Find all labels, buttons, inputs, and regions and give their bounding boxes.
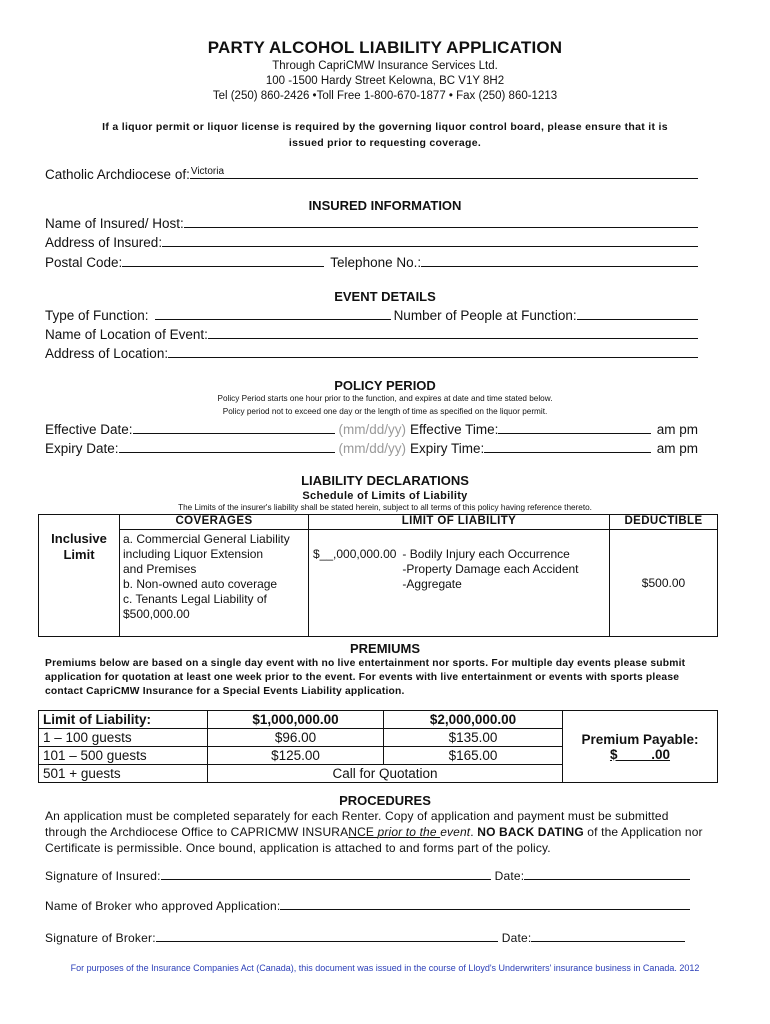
- coverage-line: including Liquor Extension: [123, 547, 264, 561]
- insured-name-field[interactable]: [184, 213, 698, 228]
- liquor-notice-line2: issued prior to requesting coverage.: [288, 137, 482, 149]
- archdiocese-row: [45, 164, 698, 182]
- event-heading: EVENT DETAILS: [334, 289, 436, 304]
- policy-heading: POLICY PERIOD: [334, 378, 436, 393]
- postal-code-field[interactable]: [122, 252, 324, 267]
- policy-note-1: Policy Period starts one hour prior to the function, and expires at date and time stated below.: [217, 394, 553, 403]
- effective-date-hint: (mm/dd/yy): [338, 422, 407, 437]
- telephone-field[interactable]: [421, 252, 698, 267]
- limit-header: LIMIT OF LIABILITY: [309, 515, 610, 530]
- procedures-text: An application must be completed separately for each Renter. Copy of application and payment must be submitted through the Archdiocese Office to CAPRICMW INSURANCE prior to the event. NO BACK DATING of the Application nor Certificate is permissible. Once bound, application is attached to and forms part of the policy.: [45, 809, 703, 855]
- coverage-line: c. Tenants Legal Liability of: [123, 592, 267, 606]
- premium-col-1m: $1,000,000.00: [208, 711, 384, 729]
- premium-col-limit: Limit of Liability:: [39, 711, 208, 729]
- premium-value: $165.00: [384, 747, 563, 765]
- insured-address-label: Address of Insured:: [45, 235, 163, 250]
- location-address-field[interactable]: [168, 343, 698, 358]
- people-count-label: Number of People at Function:: [393, 308, 577, 323]
- broker-signature-row: [45, 929, 685, 945]
- insured-signature-field[interactable]: [161, 867, 491, 880]
- insured-address-field[interactable]: [162, 232, 698, 247]
- broker-name-label: Name of Broker who approved Application:: [45, 899, 281, 913]
- function-type-field[interactable]: [155, 305, 391, 320]
- people-count-field[interactable]: [577, 305, 698, 320]
- expiry-date-field[interactable]: [119, 438, 335, 453]
- expiry-ampm[interactable]: am pm: [656, 441, 698, 456]
- effective-row: [45, 419, 698, 437]
- archdiocese-value: Victoria: [190, 166, 225, 177]
- broker-signature-field[interactable]: [156, 929, 498, 942]
- insurer-address: 100 -1500 Hardy Street Kelowna, BC V1Y 8H2: [265, 75, 505, 87]
- function-row: [45, 305, 698, 323]
- premium-payable-cell: [563, 711, 718, 783]
- deductible-value: $500.00: [610, 530, 718, 637]
- premiums-text: Premiums below are based on a single day event with no live entertainment nor sports. For multiple day events please submit application for quotation at least one week prior to the event. For events with live entertainment or events with sports please contact CapriCMW Insurance for a Special Events Liability application.: [45, 658, 686, 697]
- location-name-label: Name of Location of Event:: [45, 327, 208, 342]
- insurer-name: Through CapriCMW Insurance Services Ltd.: [272, 60, 498, 72]
- effective-date-label: Effective Date:: [45, 422, 133, 437]
- postal-phone-row: [45, 252, 698, 270]
- limit-amount[interactable]: $__,000,000.00: [313, 547, 397, 561]
- premium-value: $125.00: [208, 747, 384, 765]
- limit-cell: [309, 530, 610, 637]
- guest-range: 501 + guests: [39, 765, 208, 783]
- expiry-date-label: Expiry Date:: [45, 441, 119, 456]
- expiry-time-label: Expiry Time:: [410, 441, 485, 456]
- limit-line: -Property Damage each Accident: [402, 562, 579, 576]
- coverage-line: and Premises: [123, 562, 197, 576]
- form-title: PARTY ALCOHOL LIABILITY APPLICATION: [207, 38, 563, 57]
- expiry-time-field[interactable]: [484, 438, 650, 453]
- liability-subheading: Schedule of Limits of Liability: [302, 490, 468, 502]
- postal-code-label: Postal Code:: [45, 255, 123, 270]
- inclusive-limit-label: Inclusive Limit: [39, 530, 120, 637]
- premium-col-2m: $2,000,000.00: [384, 711, 563, 729]
- effective-ampm[interactable]: am pm: [656, 422, 698, 437]
- guest-range: 1 – 100 guests: [39, 729, 208, 747]
- effective-time-label: Effective Time:: [410, 422, 499, 437]
- insured-name-label: Name of Insured/ Host:: [45, 216, 184, 231]
- coverage-line: b. Non-owned auto coverage: [123, 577, 278, 591]
- liability-heading: LIABILITY DECLARATIONS: [301, 473, 469, 488]
- broker-date-field[interactable]: [531, 929, 685, 942]
- premium-value: $96.00: [208, 729, 384, 747]
- lloyds-footer: For purposes of the Insurance Companies Act (Canada), this document was issued in the course of Lloyd's Underwriters' insurance business in Canada. 2012: [70, 963, 700, 973]
- coverage-list: [120, 530, 309, 637]
- insured-signature-label: Signature of Insured:: [45, 869, 161, 883]
- insured-date-label: Date:: [494, 869, 525, 883]
- insured-signature-row: [45, 867, 690, 883]
- guest-range: 101 – 500 guests: [39, 747, 208, 765]
- insured-name-row: [45, 213, 698, 231]
- insurer-contact: Tel (250) 860-2426 •Toll Free 1-800-670-1877 • Fax (250) 860-1213: [212, 90, 558, 102]
- insured-heading: INSURED INFORMATION: [308, 198, 462, 213]
- premium-value: $135.00: [384, 729, 563, 747]
- broker-name-row: [45, 897, 690, 913]
- archdiocese-field[interactable]: [190, 164, 698, 179]
- procedures-heading: PROCEDURES: [339, 793, 431, 808]
- liability-note: The Limits of the insurer's liability shall be stated herein, subject to all terms of this policy having reference thereto.: [178, 503, 592, 512]
- premium-payable-field[interactable]: $ .00: [609, 746, 671, 762]
- location-name-field[interactable]: [208, 324, 698, 339]
- premiums-heading: PREMIUMS: [349, 641, 421, 656]
- effective-date-field[interactable]: [133, 419, 335, 434]
- location-name-row: [45, 324, 698, 342]
- function-type-label: Type of Function:: [45, 308, 149, 323]
- premium-table: [38, 710, 718, 783]
- limit-line: - Bodily Injury each Occurrence: [402, 547, 570, 561]
- premium-payable-label: Premium Payable:: [581, 731, 699, 747]
- effective-time-field[interactable]: [498, 419, 650, 434]
- archdiocese-label: Catholic Archdiocese of:: [45, 167, 190, 182]
- insured-date-field[interactable]: [524, 867, 690, 880]
- coverages-header: COVERAGES: [120, 515, 309, 530]
- liability-table: [38, 514, 718, 637]
- broker-signature-label: Signature of Broker:: [45, 931, 156, 945]
- coverage-line: a. Commercial General Liability: [123, 532, 290, 546]
- broker-date-label: Date:: [501, 931, 532, 945]
- location-address-row: [45, 343, 698, 361]
- deductible-header: DEDUCTIBLE: [610, 515, 718, 530]
- expiry-row: [45, 438, 698, 456]
- call-for-quotation: Call for Quotation: [208, 765, 563, 783]
- limit-line: -Aggregate: [402, 577, 462, 591]
- location-address-label: Address of Location:: [45, 346, 169, 361]
- broker-name-field[interactable]: [280, 897, 690, 910]
- expiry-date-hint: (mm/dd/yy): [338, 441, 407, 456]
- telephone-label: Telephone No.:: [330, 255, 422, 270]
- policy-note-2: Policy period not to exceed one day or the length of time as specified on the liquor permit.: [222, 407, 548, 416]
- coverage-line: $500,000.00: [123, 607, 190, 621]
- liquor-notice-line1: If a liquor permit or liquor license is required by the governing liquor control board, please ensure that it is: [102, 121, 668, 133]
- insured-address-row: [45, 232, 698, 250]
